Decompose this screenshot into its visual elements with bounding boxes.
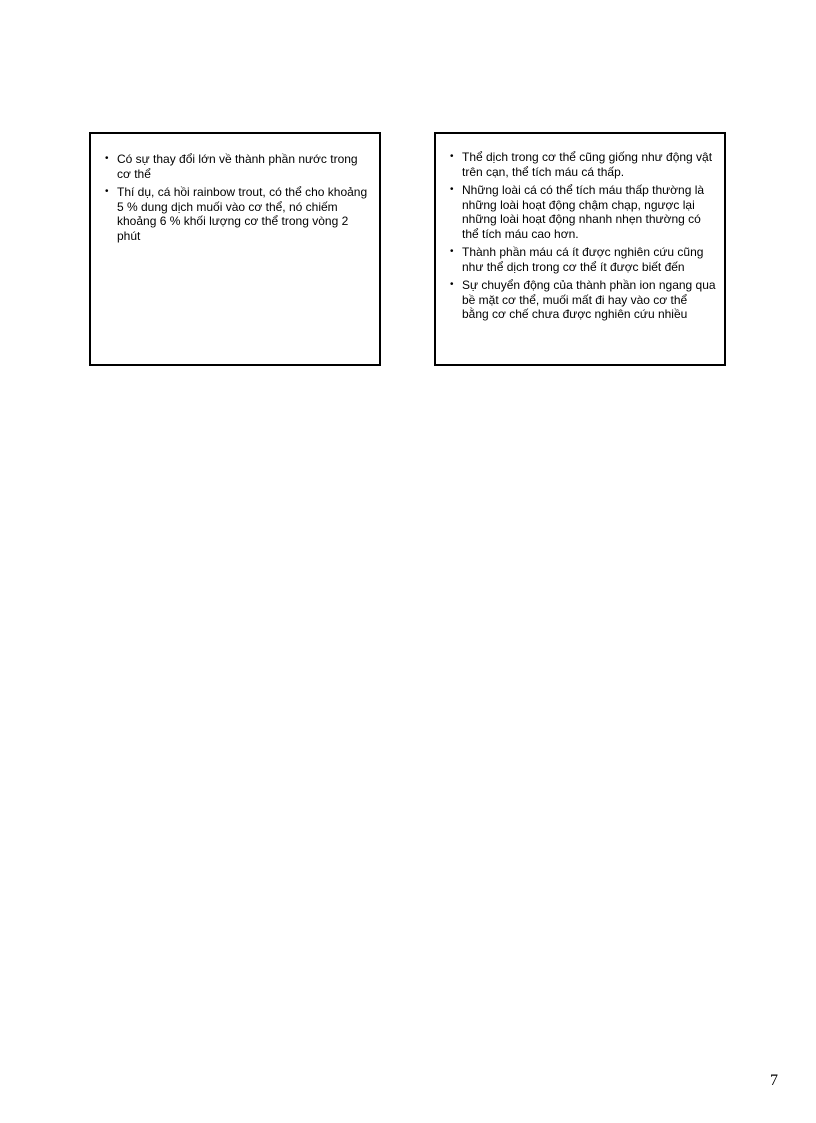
bullet-list: [105, 152, 371, 247]
bullet-item: [450, 150, 716, 179]
bullet-dot-icon: •: [450, 279, 454, 290]
bullet-dot-icon: •: [450, 184, 454, 195]
bullet-item: [105, 152, 371, 181]
bullet-item: [450, 245, 716, 274]
bullet-dot-icon: •: [105, 186, 109, 197]
slide-thumbnail-1: [89, 132, 381, 366]
bullet-dot-icon: •: [105, 153, 109, 164]
bullet-item: [105, 185, 371, 243]
bullet-text: Thí dụ, cá hồi rainbow trout, có thể cho khoảng 5 % dung dịch muối vào cơ thể, nó chiếm khoảng 6 % khối lượng cơ thể trong vòng 2 phút: [117, 185, 368, 243]
bullet-text: Thể dịch trong cơ thể cũng giống như động vật trên cạn, thể tích máu cá thấp.: [462, 150, 713, 179]
bullet-list: [450, 150, 716, 326]
bullet-text: Có sự thay đổi lớn về thành phần nước trong cơ thể: [117, 152, 358, 181]
bullet-dot-icon: •: [450, 151, 454, 162]
bullet-text: Những loài cá có thể tích máu thấp thường là những loài hoạt động chậm chạp, ngược lại những loài hoạt động nhanh nhẹn thường có thể tích máu cao hơn.: [462, 183, 705, 241]
bullet-text: Thành phần máu cá ít được nghiên cứu cũng như thể dịch trong cơ thể ít được biết đến: [462, 245, 704, 274]
bullet-item: [450, 278, 716, 322]
bullet-text: Sự chuyển động của thành phần ion ngang qua bề mặt cơ thể, muối mất đi hay vào cơ thể bằng cơ chế chưa được nghiên cứu nhiều: [462, 278, 716, 321]
page-number: 7: [770, 1072, 778, 1089]
slide-thumbnail-2: [434, 132, 726, 366]
bullet-item: [450, 183, 716, 241]
bullet-dot-icon: •: [450, 246, 454, 257]
